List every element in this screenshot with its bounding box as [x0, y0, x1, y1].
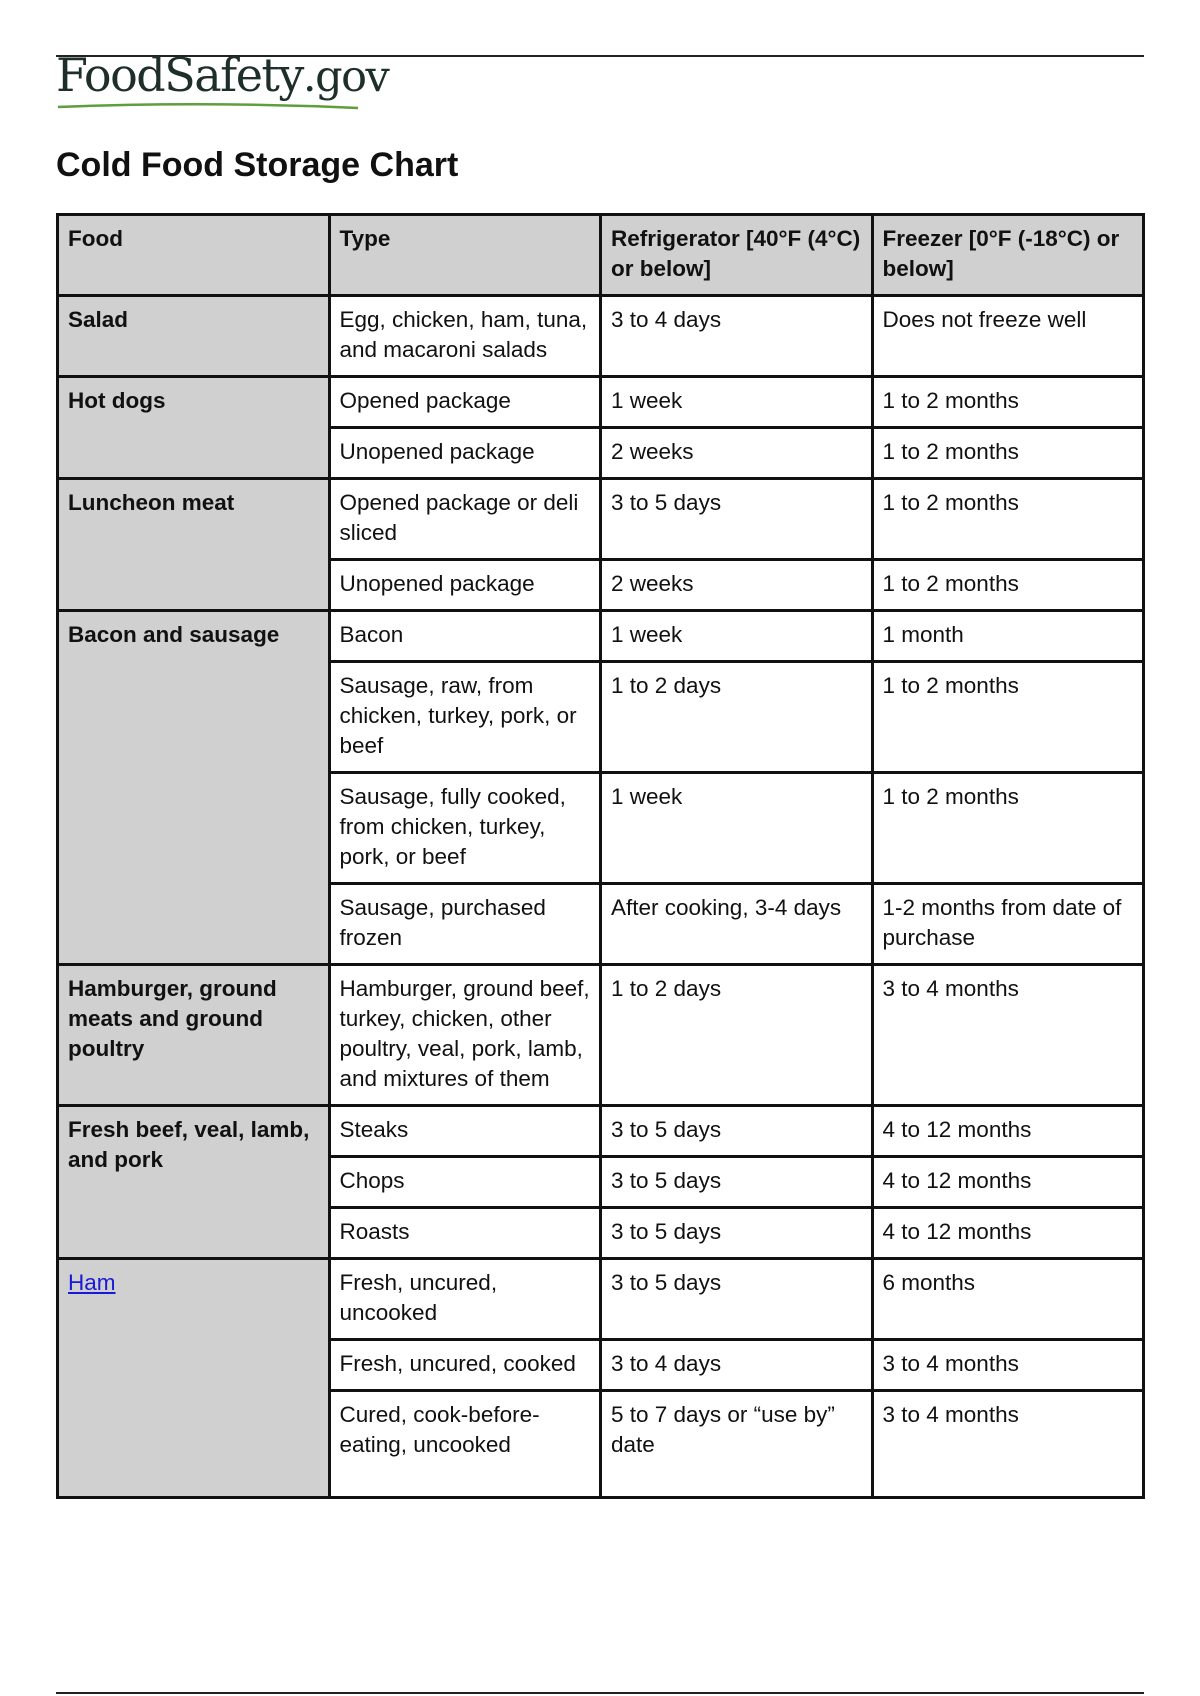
- refrigerator-cell: 3 to 5 days: [601, 479, 873, 560]
- table-row: [58, 1259, 1144, 1340]
- food-cell: Bacon and sausage: [58, 611, 330, 965]
- foodsafety-logo: [56, 48, 389, 111]
- freezer-cell: 3 to 4 months: [872, 1391, 1144, 1498]
- food-cell: Hamburger, ground meats and ground poultry: [58, 965, 330, 1106]
- type-cell: Steaks: [329, 1106, 601, 1157]
- food-cell: Fresh beef, veal, lamb, and pork: [58, 1106, 330, 1259]
- type-cell: Chops: [329, 1157, 601, 1208]
- refrigerator-cell: 2 weeks: [601, 428, 873, 479]
- refrigerator-cell: 1 week: [601, 611, 873, 662]
- freezer-cell: 1 to 2 months: [872, 377, 1144, 428]
- freezer-cell: 1 to 2 months: [872, 773, 1144, 884]
- type-cell: Opened package: [329, 377, 601, 428]
- refrigerator-cell: 3 to 5 days: [601, 1208, 873, 1259]
- refrigerator-cell: 1 to 2 days: [601, 662, 873, 773]
- table-row: [58, 1106, 1144, 1157]
- table-header-row: [58, 215, 1144, 296]
- food-cell: Hot dogs: [58, 377, 330, 479]
- logo-swoosh-icon: [56, 101, 360, 111]
- food-cell: Salad: [58, 296, 330, 377]
- food-cell: Luncheon meat: [58, 479, 330, 611]
- refrigerator-cell: 1 week: [601, 377, 873, 428]
- refrigerator-cell: After cooking, 3-4 days: [601, 884, 873, 965]
- logo-suffix: .gov: [302, 52, 389, 102]
- type-cell: Unopened package: [329, 560, 601, 611]
- freezer-cell: 3 to 4 months: [872, 965, 1144, 1106]
- refrigerator-cell: 3 to 5 days: [601, 1106, 873, 1157]
- food-link-ham[interactable]: Ham: [68, 1270, 116, 1295]
- type-cell: Fresh, uncured, cooked: [329, 1340, 601, 1391]
- type-cell: Sausage, raw, from chicken, turkey, pork, or beef: [329, 662, 601, 773]
- freezer-cell: 4 to 12 months: [872, 1157, 1144, 1208]
- refrigerator-cell: 1 week: [601, 773, 873, 884]
- type-cell: Opened package or deli sliced: [329, 479, 601, 560]
- type-cell: Hamburger, ground beef, turkey, chicken, other poultry, veal, pork, lamb, and mixtures of them: [329, 965, 601, 1106]
- table-row: [58, 479, 1144, 560]
- logo-wordmark: [56, 48, 389, 102]
- header-freezer: Freezer [0°F (-18°C) or below]: [872, 215, 1144, 296]
- bottom-rule: [56, 1692, 1144, 1694]
- refrigerator-cell: 5 to 7 days or “use by” date: [601, 1391, 873, 1498]
- type-cell: Egg, chicken, ham, tuna, and macaroni salads: [329, 296, 601, 377]
- refrigerator-cell: 2 weeks: [601, 560, 873, 611]
- freezer-cell: 4 to 12 months: [872, 1208, 1144, 1259]
- freezer-cell: 1 to 2 months: [872, 428, 1144, 479]
- freezer-cell: 1 to 2 months: [872, 662, 1144, 773]
- type-cell: Roasts: [329, 1208, 601, 1259]
- header-refrigerator: Refrigerator [40°F (4°C) or below]: [601, 215, 873, 296]
- refrigerator-cell: 3 to 4 days: [601, 296, 873, 377]
- header-type: Type: [329, 215, 601, 296]
- type-cell: Sausage, purchased frozen: [329, 884, 601, 965]
- type-cell: Sausage, fully cooked, from chicken, turkey, pork, or beef: [329, 773, 601, 884]
- type-cell: Bacon: [329, 611, 601, 662]
- page-title: Cold Food Storage Chart: [56, 146, 459, 184]
- table-row: [58, 965, 1144, 1106]
- freezer-cell: 3 to 4 months: [872, 1340, 1144, 1391]
- freezer-cell: Does not freeze well: [872, 296, 1144, 377]
- type-cell: Fresh, uncured, uncooked: [329, 1259, 601, 1340]
- freezer-cell: 6 months: [872, 1259, 1144, 1340]
- type-cell: Cured, cook-before-eating, uncooked: [329, 1391, 601, 1498]
- food-cell: [58, 1259, 330, 1498]
- refrigerator-cell: 3 to 5 days: [601, 1259, 873, 1340]
- header-food: Food: [58, 215, 330, 296]
- refrigerator-cell: 1 to 2 days: [601, 965, 873, 1106]
- cold-storage-table: [56, 213, 1145, 1499]
- freezer-cell: 1 to 2 months: [872, 560, 1144, 611]
- refrigerator-cell: 3 to 5 days: [601, 1157, 873, 1208]
- refrigerator-cell: 3 to 4 days: [601, 1340, 873, 1391]
- type-cell: Unopened package: [329, 428, 601, 479]
- freezer-cell: 1 to 2 months: [872, 479, 1144, 560]
- table-row: [58, 296, 1144, 377]
- table-row: [58, 377, 1144, 428]
- freezer-cell: 4 to 12 months: [872, 1106, 1144, 1157]
- table-row: [58, 611, 1144, 662]
- table-body: [58, 296, 1144, 1498]
- freezer-cell: 1 month: [872, 611, 1144, 662]
- logo-name: FoodSafety: [56, 48, 303, 102]
- freezer-cell: 1-2 months from date of purchase: [872, 884, 1144, 965]
